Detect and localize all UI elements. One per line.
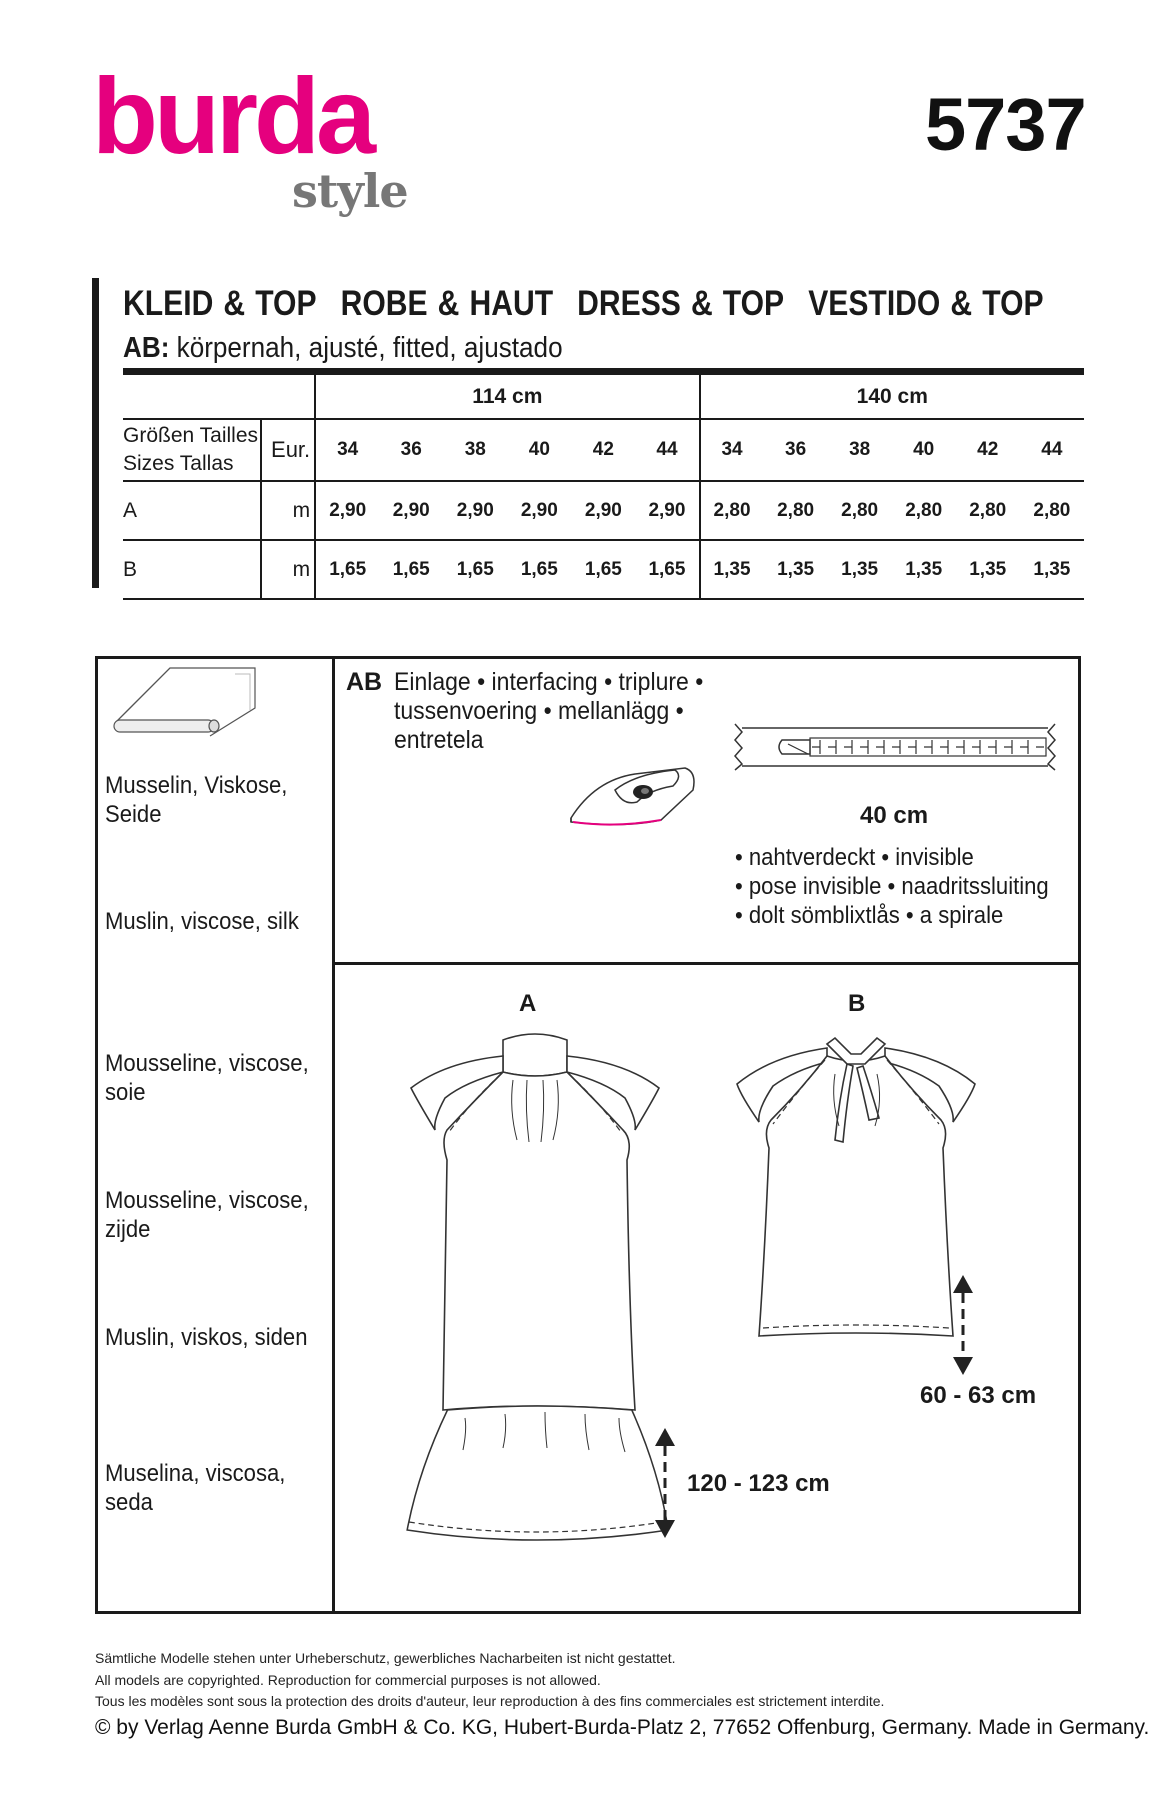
notions-views-label: AB — [346, 668, 383, 696]
table-row-b — [123, 540, 1084, 599]
size-cell: 36 — [379, 419, 443, 481]
zipper-length: 40 cm — [860, 802, 929, 829]
logo-subtitle: style — [292, 164, 408, 218]
row-label: B — [123, 540, 261, 599]
header-accent-bar — [92, 278, 99, 588]
length-arrow-b-icon — [950, 1275, 976, 1375]
zipper-icon — [730, 718, 1060, 774]
zipper-description: • nahtverdeckt • invisible • pose invisible • naadritssluiting • dolt sömblixtlås • a spirale — [735, 844, 1049, 929]
unit-label: m — [261, 540, 315, 599]
fabric-en: Muslin, viscose, silk — [105, 908, 299, 935]
title-de: KLEID & TOP — [123, 284, 317, 323]
fit-text: körpernah, ajusté, fitted, ajustado — [176, 332, 563, 364]
yardage-cell: 2,90 — [635, 481, 699, 540]
size-cell: 36 — [764, 419, 828, 481]
yardage-cell: 1,35 — [700, 540, 764, 599]
logo-wordmark: burda — [92, 55, 373, 176]
yardage-cell: 2,80 — [828, 481, 892, 540]
yardage-cell: 1,35 — [1020, 540, 1084, 599]
view-a-label: A — [519, 990, 537, 1017]
yardage-cell: 1,65 — [635, 540, 699, 599]
size-cell: 34 — [315, 419, 379, 481]
legal-fr: Tous les modèles sont sous la protection des droits d'auteur, leur reproduction à des fins commerciales est strictement interdite. — [95, 1693, 885, 1710]
yardage-cell: 1,65 — [315, 540, 379, 599]
table-row-a — [123, 481, 1084, 540]
iron-icon — [565, 760, 700, 835]
yardage-cell: 1,35 — [828, 540, 892, 599]
yardage-cell: 1,35 — [764, 540, 828, 599]
fabric-width-114: 114 cm — [315, 372, 699, 420]
top-length-measure: 60 - 63 cm — [920, 1382, 1037, 1409]
fit-description — [123, 332, 563, 365]
yardage-cell: 1,35 — [892, 540, 956, 599]
yardage-cell: 1,65 — [379, 540, 443, 599]
yardage-cell: 2,80 — [956, 481, 1020, 540]
size-cell: 38 — [443, 419, 507, 481]
frame-vertical-divider — [332, 656, 335, 1614]
fabric-sv: Muslin, viskos, siden — [105, 1324, 308, 1351]
pattern-number: 5737 — [925, 83, 1086, 166]
row-label: A — [123, 481, 261, 540]
yardage-cell: 2,80 — [700, 481, 764, 540]
fabric-width-140: 140 cm — [700, 372, 1084, 420]
size-cell: 42 — [571, 419, 635, 481]
legal-notice — [95, 1648, 884, 1713]
eur-label: Eur. — [261, 419, 315, 481]
yardage-cell: 2,80 — [1020, 481, 1084, 540]
yardage-cell: 2,80 — [764, 481, 828, 540]
legal-de: Sämtliche Modelle stehen unter Urheberschutz, gewerbliches Nacharbeiten ist nicht gestattet. — [95, 1650, 676, 1666]
yardage-cell: 2,80 — [892, 481, 956, 540]
burda-style-logo — [92, 55, 422, 222]
width-header-row — [123, 372, 1084, 420]
size-cell: 42 — [956, 419, 1020, 481]
title-es: VESTIDO & TOP — [808, 284, 1044, 323]
yardage-cell: 1,65 — [443, 540, 507, 599]
top-b-illustration — [735, 1030, 985, 1360]
interfacing-text: Einlage • interfacing • triplure • tussenvoering • mellanlägg • entretela — [394, 668, 704, 754]
length-arrow-a-icon — [652, 1428, 678, 1538]
size-cell: 44 — [1020, 419, 1084, 481]
yardage-cell: 1,65 — [571, 540, 635, 599]
unit-label: m — [261, 481, 315, 540]
yardage-cell: 1,35 — [956, 540, 1020, 599]
yardage-table — [123, 368, 1084, 600]
garment-titles — [123, 284, 1068, 324]
yardage-cell: 2,90 — [571, 481, 635, 540]
fabric-es: Muselina, viscosa, seda — [105, 1460, 286, 1516]
fabric-de: Musselin, Viskose, Seide — [105, 772, 288, 828]
dress-a-illustration — [405, 1030, 670, 1550]
size-cell: 34 — [700, 419, 764, 481]
copyright-line: © by Verlag Aenne Burda GmbH & Co. KG, Hubert-Burda-Platz 2, 77652 Offenburg, Germany. Made in Germany. — [95, 1716, 1150, 1739]
fabric-bolt-icon — [110, 660, 265, 740]
fabric-nl: Mousseline, viscose, zijde — [105, 1187, 309, 1243]
size-cell: 40 — [507, 419, 571, 481]
title-fr: ROBE & HAUT — [340, 284, 554, 323]
size-cell: 44 — [635, 419, 699, 481]
size-row-label: Größen Tailles Sizes Tallas — [123, 419, 261, 481]
dress-length-measure: 120 - 123 cm — [687, 1470, 830, 1497]
frame-horizontal-divider — [332, 962, 1081, 965]
legal-en: All models are copyrighted. Reproduction for commercial purposes is not allowed. — [95, 1671, 601, 1688]
yardage-cell: 2,90 — [315, 481, 379, 540]
view-b-label: B — [848, 990, 866, 1017]
size-cell: 38 — [828, 419, 892, 481]
yardage-cell: 2,90 — [443, 481, 507, 540]
size-cell: 40 — [892, 419, 956, 481]
yardage-cell: 2,90 — [379, 481, 443, 540]
title-en: DRESS & TOP — [577, 284, 785, 323]
yardage-cell: 2,90 — [507, 481, 571, 540]
fit-label: AB: — [123, 332, 170, 364]
fabric-fr: Mousseline, viscose, soie — [105, 1050, 309, 1106]
yardage-cell: 1,65 — [507, 540, 571, 599]
size-header-row — [123, 419, 1084, 481]
